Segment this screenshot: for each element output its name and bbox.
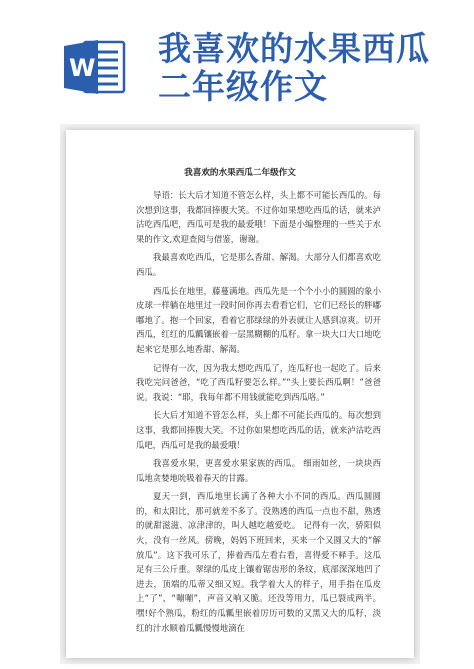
document-title: 我喜欢的水果西瓜二年级作文 [184, 168, 296, 178]
paragraph: 西瓜长在地里，藤蔓满地。西瓜先是一个个小小的圆圆的象小皮球一样躺在地里过一段时间你再去看看它们，它们已经长的胖嘟嘟地了。抱一个回家，看着它那绿绿的外表就让人感到凉爽。切开西瓜，红红的瓜瓤镶嵌着一层黑糊糊的瓜籽。拿一块大口大口地吃起来它是那么地香甜、解渴。 [136, 285, 381, 354]
banner [0, 0, 474, 120]
paragraph: 记得有一次，因为我太想吃西瓜了，连瓜籽也一起吃了。后来我吃完问爸爸，“吃了西瓜籽要怎么样。”“头上要长西瓜啊！”爸爸说。我说：“耶，我每年都不用钱就能吃到西瓜咯。” [136, 362, 381, 402]
banner-title-line2: 二年级作文 [158, 67, 328, 106]
document-page [66, 130, 414, 658]
paragraph: 导语：长大后才知道不管怎么样，头上都不可能长西瓜的。每次想到这事，我都回捧腹大笑。不过你如果想吃西瓜的话，就来泸沽吃西瓜吧，西瓜可是我的最爱哦！下面是小编整理的一些关于水果的作文,欢迎查阅与借鉴，谢谢。 [136, 190, 381, 244]
banner-title-line1: 我喜欢的水果西瓜 [158, 29, 430, 68]
svg-text:W: W [69, 54, 96, 82]
paragraph: 夏天一到，西瓜地里长满了各种大小不同的西瓜。西瓜圆圆的，和太阳比，那可就差不多了。没熟透的西瓜一点也不甜，熟透的就甜滋滋、凉津津的，叫人越吃越爱吃。 记得有一次，骄阳似火，没有一丝风。傍晚，妈妈下班回来，买来一个又圆又大的“解放瓜”。这下我可乐了，捧着西瓜左看右看，喜得爱不释手。这瓜足有三公斤重。翠绿的瓜皮上镶着锯齿形的条纹，底部深深地凹了进去，顶端的瓜蒂又细又短。我学着大人的样子，用手指在瓜皮上“了”，“嘣嘣”，声音又响又脆。还没等用力，瓜已裂成两半。嘿!好个熟瓜，粉红的瓜瓤里嵌着厉历可数的又黑又大的瓜籽，淡红的汁水顺着瓜瓤慢慢地滴在 [136, 491, 381, 633]
word-doc-icon [62, 38, 128, 96]
paragraph: 我最喜欢吃西瓜，它是那么香甜、解渴。大部分人们都喜欢吃西瓜。 [136, 252, 381, 277]
paragraph: 长大后才知道不管怎么样，头上都不可能长西瓜的。每次想到这事，我都回捧腹大笑。不过你如果想吃西瓜的话，就来泸沽吃西瓜吧，西瓜可是我的最爱哦！ [136, 410, 381, 450]
paragraph: 我喜爱水果，更喜爱水果家族的西瓜。 细雨如丝，一块块西瓜地贪婪地吮吸着春天的甘露。 [136, 458, 381, 483]
banner-title [158, 30, 458, 106]
document-body [136, 188, 381, 639]
